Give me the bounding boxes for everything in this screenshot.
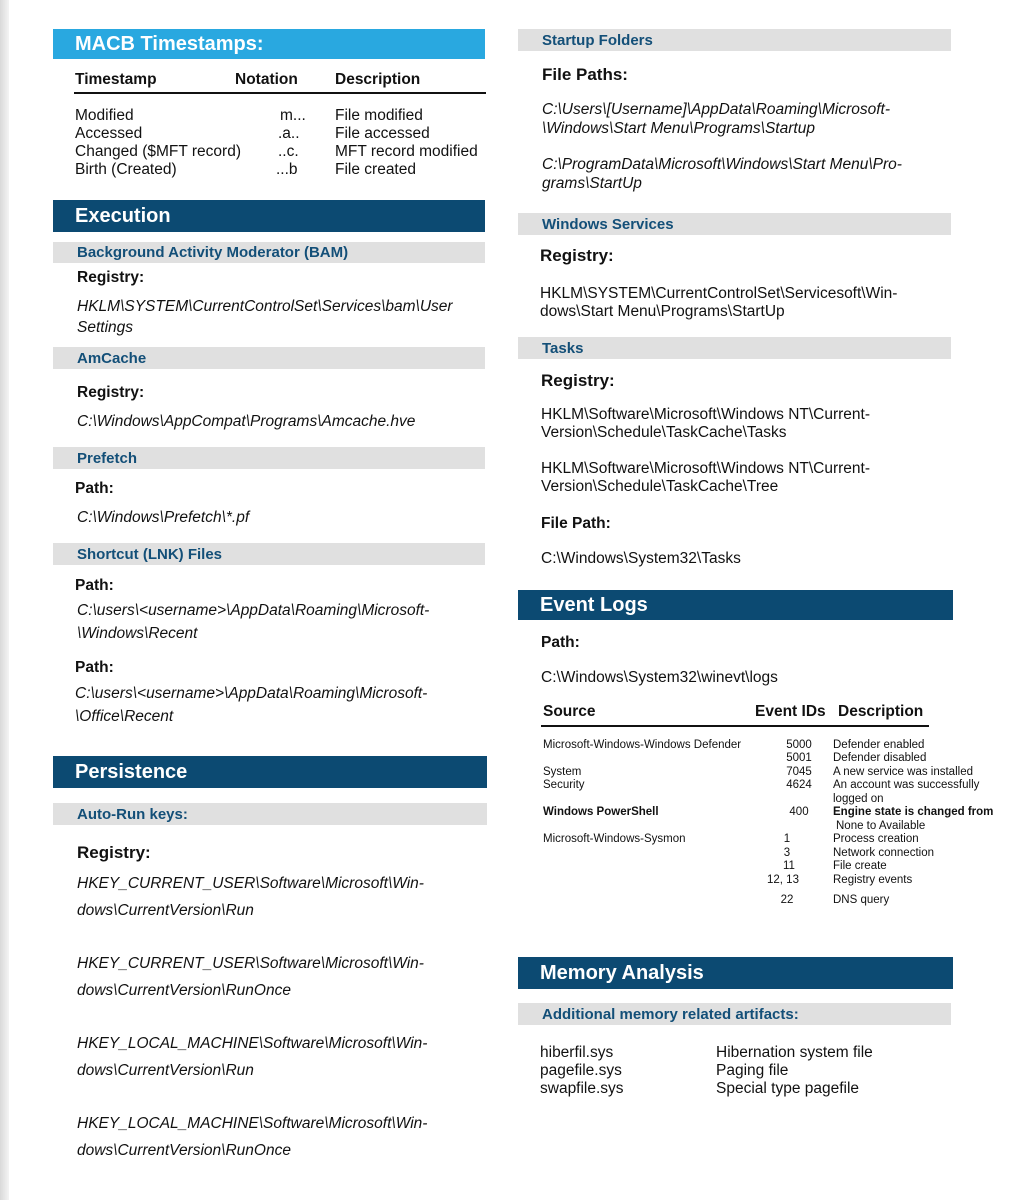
startup-subheader [518, 29, 951, 51]
tasks-reg1-line1: HKLM\Software\Microsoft\Windows NT\Current- [541, 406, 871, 423]
macb-row-timestamp: Changed ($MFT record) [75, 143, 241, 160]
macb-header [53, 29, 485, 59]
memory-file-description: Paging file [716, 1062, 789, 1079]
amcache-title: AmCache [77, 349, 147, 367]
bam-path-line2: Settings [77, 319, 134, 336]
eventlogs-col-description: Description [838, 703, 924, 720]
event-description: File create [833, 860, 887, 872]
event-description: Engine state is changed from [833, 806, 994, 818]
memory-file: pagefile.sys [540, 1062, 622, 1079]
autorun-key3-line1: HKEY_LOCAL_MACHINE\Software\Microsoft\Win- [77, 1035, 428, 1052]
macb-row-notation: m... [280, 107, 306, 124]
tasks-title: Tasks [542, 339, 584, 357]
event-source: Windows PowerShell [543, 806, 659, 818]
macb-row-timestamp: Modified [75, 107, 134, 124]
event-id: 5000 [786, 739, 812, 751]
memory-header [518, 957, 953, 989]
macb-col-timestamp: Timestamp [75, 71, 157, 88]
execution-header [53, 200, 485, 232]
event-id: 4624 [786, 779, 812, 791]
event-description: None to Available [836, 820, 926, 832]
macb-row-notation: ...b [276, 161, 298, 178]
prefetch-path: C:\Windows\Prefetch\*.pf [77, 509, 250, 526]
startup-path2-line2: grams\StartUp [542, 175, 642, 192]
memory-title: Memory Analysis [540, 961, 704, 984]
services-label: Registry: [540, 246, 614, 265]
event-description: An account was successfully [833, 779, 980, 791]
eventlogs-col-source: Source [543, 703, 596, 720]
macb-title: MACB Timestamps: [75, 32, 264, 55]
event-id: 1 [783, 833, 791, 845]
tasks-file-path: C:\Windows\System32\Tasks [541, 550, 741, 567]
autorun-key3-line2: dows\CurrentVersion\Run [77, 1062, 254, 1079]
event-description: Process creation [833, 833, 919, 845]
autorun-title: Auto-Run keys: [77, 805, 188, 823]
persistence-title: Persistence [75, 760, 188, 783]
event-source: System [543, 766, 582, 778]
autorun-key1-line2: dows\CurrentVersion\Run [77, 902, 254, 919]
memory-file: swapfile.sys [540, 1080, 624, 1097]
lnk-path2-line2: \Office\Recent [75, 708, 174, 725]
event-description: DNS query [833, 894, 890, 906]
lnk-title: Shortcut (LNK) Files [77, 545, 222, 563]
event-id: 5001 [786, 752, 812, 764]
memory-subheader [518, 1003, 951, 1025]
macb-row-timestamp: Accessed [75, 125, 143, 142]
macb-row-description: File modified [335, 107, 423, 124]
eventlogs-path: C:\Windows\System32\winevt\logs [541, 669, 778, 686]
eventlogs-title: Event Logs [540, 593, 648, 616]
event-source: Microsoft-Windows-Sysmon [543, 833, 686, 845]
startup-path1-line2: \Windows\Start Menu\Programs\Startup [542, 120, 815, 137]
event-id: 7045 [786, 766, 812, 778]
event-source: Security [543, 779, 585, 791]
services-path-line1: HKLM\SYSTEM\CurrentControlSet\Servicesoft\Win- [540, 285, 898, 302]
macb-row-description: File accessed [335, 125, 430, 142]
amcache-path: C:\Windows\AppCompat\Programs\Amcache.hve [77, 413, 416, 430]
services-subheader [518, 213, 951, 235]
autorun-subheader [53, 803, 487, 825]
tasks-file-label: File Path: [541, 515, 611, 532]
bam-path-line1: HKLM\SYSTEM\CurrentControlSet\Services\bam\User [77, 298, 453, 315]
memory-subtitle: Additional memory related artifacts: [542, 1005, 799, 1023]
event-description: logged on [833, 793, 884, 805]
tasks-reg1-line2: Version\Schedule\TaskCache\Tasks [541, 424, 787, 441]
event-description: Defender enabled [833, 739, 925, 751]
lnk-subheader [53, 543, 485, 565]
event-id: 12, 13 [767, 874, 799, 886]
prefetch-label: Path: [75, 480, 114, 497]
startup-path1-line1: C:\Users\[Username]\AppData\Roaming\Microsoft- [542, 101, 891, 118]
macb-row-notation: .a.. [278, 125, 300, 142]
autorun-key2-line2: dows\CurrentVersion\RunOnce [77, 982, 291, 999]
event-id: 400 [789, 806, 809, 818]
event-source: Microsoft-Windows-Windows Defender [543, 739, 742, 751]
event-id: 11 [783, 860, 795, 872]
memory-file-description: Hibernation system file [716, 1044, 873, 1061]
eventlogs-label: Path: [541, 634, 580, 651]
event-description: Defender disabled [833, 752, 927, 764]
event-description: Network connection [833, 847, 934, 859]
tasks-label: Registry: [541, 371, 615, 390]
macb-row-notation: ..c. [278, 143, 299, 160]
memory-file-description: Special type pagefile [716, 1080, 860, 1097]
event-id: 22 [780, 894, 794, 906]
memory-file: hiberfil.sys [540, 1044, 614, 1061]
autorun-label: Registry: [77, 843, 151, 862]
lnk-path1-line1: C:\users\<username>\AppData\Roaming\Microsoft- [77, 602, 430, 619]
macb-row-description: File created [335, 161, 416, 178]
macb-row-description: MFT record modified [335, 143, 478, 160]
eventlogs-header [518, 590, 953, 620]
macb-col-description: Description [335, 71, 421, 88]
macb-header-rule [74, 92, 486, 94]
autorun-key4-line2: dows\CurrentVersion\RunOnce [77, 1142, 291, 1159]
lnk-label-2: Path: [75, 659, 114, 676]
macb-col-notation: Notation [235, 71, 298, 88]
services-title: Windows Services [542, 215, 674, 233]
eventlogs-header-rule [541, 725, 929, 727]
macb-row-timestamp: Birth (Created) [75, 161, 177, 178]
amcache-label: Registry: [77, 384, 145, 401]
tasks-subheader [518, 337, 951, 359]
persistence-header [53, 756, 487, 788]
bam-label: Registry: [77, 269, 145, 286]
services-path-line2: dows\Start Menu\Programs\StartUp [540, 303, 785, 320]
event-description: A new service was installed [833, 766, 973, 778]
tasks-reg2-line2: Version\Schedule\TaskCache\Tree [541, 478, 779, 495]
startup-label: File Paths: [542, 65, 628, 84]
execution-title: Execution [75, 204, 171, 227]
event-description: Registry events [833, 874, 913, 886]
startup-path2-line1: C:\ProgramData\Microsoft\Windows\Start Menu\Pro- [542, 156, 902, 173]
lnk-label-1: Path: [75, 577, 114, 594]
startup-title: Startup Folders [542, 31, 653, 49]
autorun-key4-line1: HKEY_LOCAL_MACHINE\Software\Microsoft\Win- [77, 1115, 428, 1132]
bam-subheader [53, 242, 485, 263]
prefetch-title: Prefetch [77, 449, 138, 467]
amcache-subheader [53, 347, 485, 369]
page-edge-shadow [0, 0, 9, 1200]
eventlogs-col-eventids: Event IDs [755, 703, 826, 720]
event-id: 3 [783, 847, 791, 859]
autorun-key1-line1: HKEY_CURRENT_USER\Software\Microsoft\Win- [77, 875, 424, 892]
lnk-path2-line1: C:\users\<username>\AppData\Roaming\Microsoft- [75, 685, 428, 702]
prefetch-subheader [53, 447, 485, 469]
bam-title: Background Activity Moderator (BAM) [77, 244, 349, 261]
tasks-reg2-line1: HKLM\Software\Microsoft\Windows NT\Current- [541, 460, 871, 477]
lnk-path1-line2: \Windows\Recent [77, 625, 198, 642]
autorun-key2-line1: HKEY_CURRENT_USER\Software\Microsoft\Win- [77, 955, 424, 972]
